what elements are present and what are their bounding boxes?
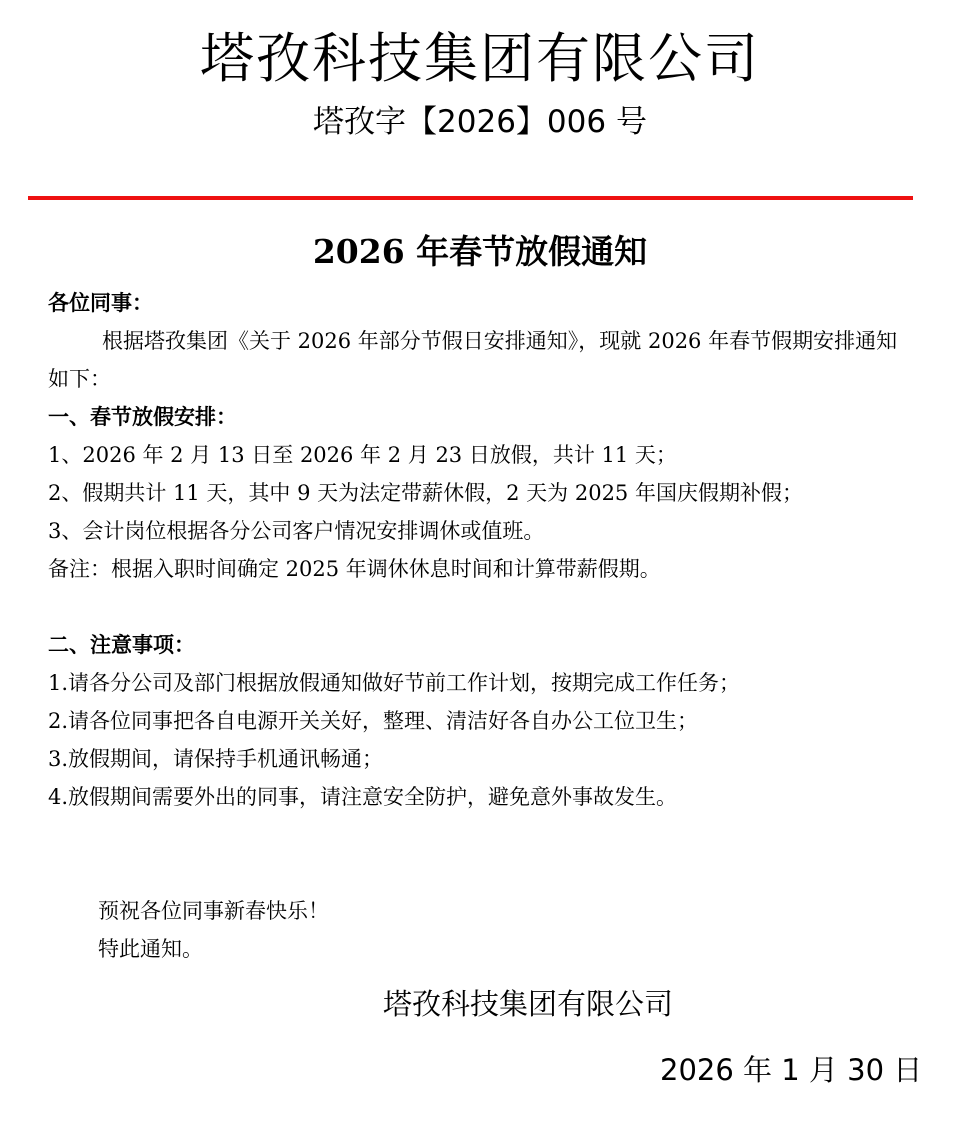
section2-item: 3.放假期间，请保持手机通讯畅通； [48,747,384,771]
document-number: 塔孜字【2026】006 号 [313,104,647,140]
section1-item: 1、2026 年 2 月 13 日至 2026 年 2 月 23 日放假，共计 11 天； [48,443,677,467]
signature-organization: 塔孜科技集团有限公司 [383,987,674,1021]
closing-end: 特此通知。 [98,937,203,961]
section2-heading: 二、注意事项： [48,633,195,657]
signature-date: 2026 年 1 月 30 日 [660,1053,923,1087]
spacer [48,816,916,892]
section2-item: 1.请各分公司及部门根据放假通知做好节前工作计划，按期完成工作任务； [48,671,741,695]
notice-body [48,284,916,968]
intro-paragraph: 根据塔孜集团《关于 2026 年部分节假日安排通知》，现就 2026 年春节假期安排通知如下： [48,329,898,391]
issuing-organization-title: 塔孜科技集团有限公司 [200,27,760,90]
salutation: 各位同事： [48,291,153,315]
section2-item: 4.放假期间需要外出的同事，请注意安全防护，避免意外事故发生。 [48,785,678,809]
closing-wish: 预祝各位同事新春快乐！ [98,899,329,923]
section1-item: 3、会计岗位根据各分公司客户情况安排调休或值班。 [48,519,545,543]
notice-title: 2026 年春节放假通知 [312,232,648,271]
red-header-rule [28,196,913,200]
section1-note: 备注：根据入职时间确定 2025 年调休休息时间和计算带薪假期。 [48,557,661,581]
section1-heading: 一、春节放假安排： [48,405,237,429]
spacer [48,588,916,626]
section1-item: 2、假期共计 11 天，其中 9 天为法定带薪休假，2 天为 2025 年国庆假期补假； [48,481,803,505]
section2-item: 2.请各位同事把各自电源开关关好，整理、清洁好各自办公工位卫生； [48,709,699,733]
